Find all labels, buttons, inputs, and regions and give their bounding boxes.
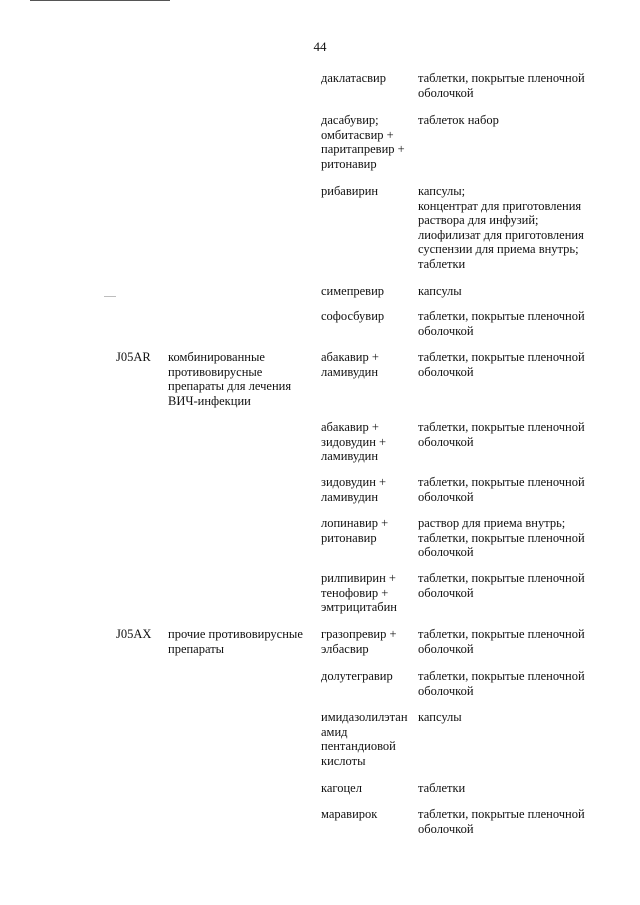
margin-mark — [104, 296, 116, 297]
dosage-form: таблетки, покрытые пленочной оболочкой — [418, 807, 585, 836]
drug-name: рилпивирин + тенофовир + эмтрицитабин — [321, 571, 398, 614]
drug-name: абакавир + ламивудин — [321, 350, 379, 379]
top-rule — [30, 0, 170, 1]
drug-name: симепревир — [321, 284, 385, 298]
atc-code: J05AR — [116, 350, 151, 364]
dosage-form: капсулы — [418, 710, 462, 724]
drug-name: долутегравир — [321, 669, 393, 683]
drug-name: маравирок — [321, 807, 378, 821]
dosage-form: таблетки, покрытые пленочной оболочкой — [418, 627, 585, 656]
dosage-form: таблетки, покрытые пленочной оболочкой — [418, 309, 585, 338]
drug-name: абакавир + зидовудин + ламивудин — [321, 420, 387, 463]
atc-code: J05AX — [116, 627, 152, 641]
dosage-form: капсулы — [418, 284, 462, 298]
dosage-form: таблетки, покрытые пленочной оболочкой — [418, 571, 585, 600]
atc-group: комбинированные противовирусные препараты для лечения ВИЧ-инфекции — [168, 350, 292, 408]
drug-name: лопинавир + ритонавир — [321, 516, 389, 545]
dosage-form: таблетки, покрытые пленочной оболочкой — [418, 475, 585, 504]
drug-name: даклатасвир — [321, 71, 386, 85]
dosage-form: таблетки, покрытые пленочной оболочкой — [418, 420, 585, 449]
atc-group: прочие противовирусные препараты — [168, 627, 303, 656]
drug-name: гразопревир + элбасвир — [321, 627, 397, 656]
dosage-form: таблетки, покрытые пленочной оболочкой — [418, 669, 585, 698]
drug-name: софосбувир — [321, 309, 385, 323]
dosage-form: таблетки, покрытые пленочной оболочкой — [418, 350, 585, 379]
dosage-form: раствор для приема внутрь; таблетки, покрытые пленочной оболочкой — [418, 516, 585, 559]
page-number: 44 — [313, 39, 327, 54]
drug-name: дасабувир; омбитасвир + паритапревир + ритонавир — [321, 113, 405, 171]
drug-name: зидовудин + ламивудин — [321, 475, 387, 504]
dosage-form: капсулы; концентрат для приготовления раствора для инфузий; лиофилизат для приготовления суспензии для приема внутрь; таблетки — [418, 184, 584, 271]
dosage-form: таблетки, покрытые пленочной оболочкой — [418, 71, 585, 100]
drug-name: рибавирин — [321, 184, 379, 198]
drug-name: кагоцел — [321, 781, 362, 795]
drug-name: имидазолилэтан амид пентандиовой кислоты — [321, 710, 408, 768]
dosage-form: таблеток набор — [418, 113, 499, 127]
dosage-form: таблетки — [418, 781, 466, 795]
